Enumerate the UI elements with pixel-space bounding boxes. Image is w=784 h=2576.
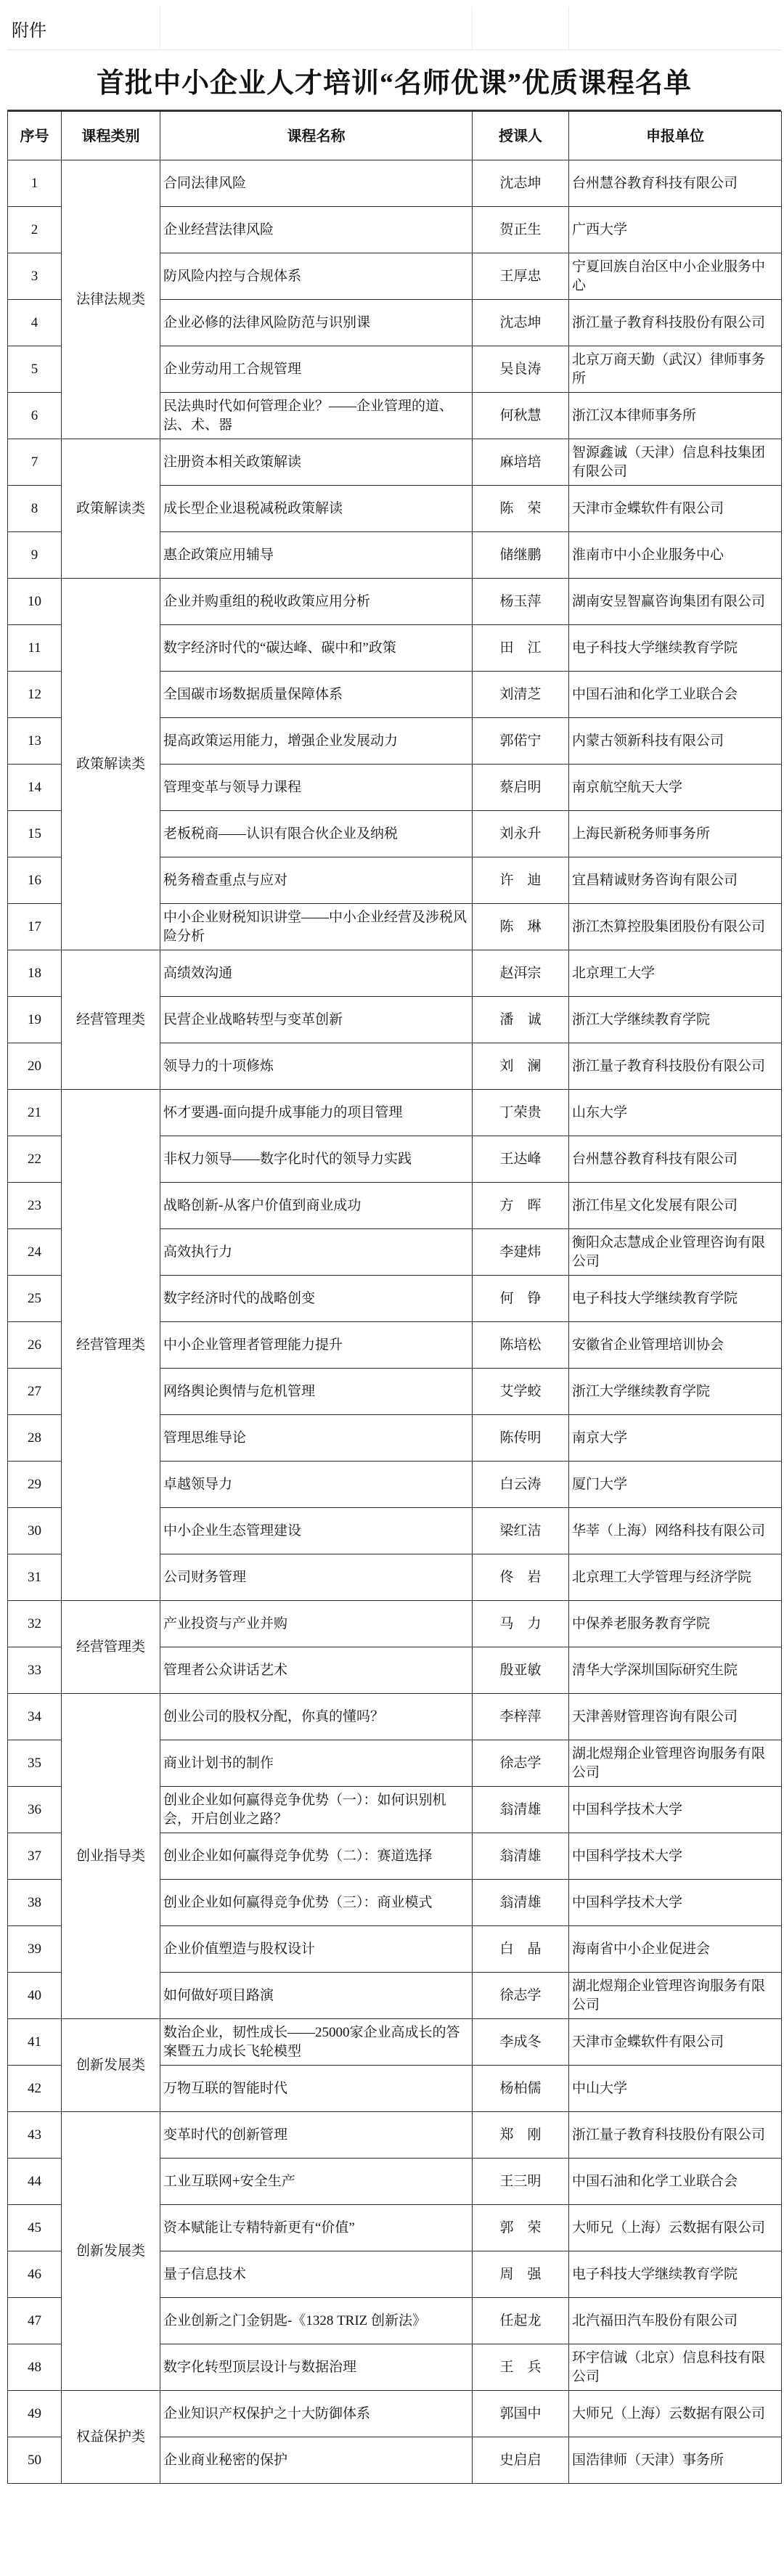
- cell-teacher: 马 力: [473, 1601, 569, 1647]
- table-row: [8, 160, 782, 207]
- cell-course: 数字化转型顶层设计与数据治理: [160, 2344, 473, 2391]
- cell-org: 浙江伟星文化发展有限公司: [569, 1183, 782, 1229]
- cell-course: 成长型企业退税减税政策解读: [160, 486, 473, 532]
- cell-teacher: 杨柏儒: [473, 2066, 569, 2112]
- cell-org: 广西大学: [569, 207, 782, 253]
- cell-teacher: 任起龙: [473, 2298, 569, 2344]
- cell-course: 中小企业生态管理建设: [160, 1508, 473, 1554]
- cell-teacher: 李建炜: [473, 1229, 569, 1276]
- cell-no: 30: [8, 1508, 62, 1554]
- cell-no: 43: [8, 2112, 62, 2159]
- cell-teacher: 赵洱宗: [473, 950, 569, 997]
- cell-org: 浙江大学继续教育学院: [569, 997, 782, 1043]
- cell-teacher: 田 江: [473, 625, 569, 672]
- cell-org: 湖北煜翔企业管理咨询服务有限公司: [569, 1973, 782, 2019]
- cell-course: 企业创新之门金钥匙-《1328 TRIZ 创新法》: [160, 2298, 473, 2344]
- header-category: 课程类别: [62, 112, 160, 160]
- cell-no: 12: [8, 672, 62, 718]
- cell-teacher: 杨玉萍: [473, 579, 569, 625]
- page-title: 首批中小企业人才培训“名师优课”优质课程名单: [7, 50, 781, 111]
- cell-org: 南京大学: [569, 1415, 782, 1462]
- cell-org: 南京航空航天大学: [569, 765, 782, 811]
- cell-org: 电子科技大学继续教育学院: [569, 625, 782, 672]
- cell-org: 清华大学深圳国际研究生院: [569, 1647, 782, 1694]
- cell-course: 注册资本相关政策解读: [160, 439, 473, 486]
- cell-course: 合同法律风险: [160, 160, 473, 207]
- cell-teacher: 李梓萍: [473, 1694, 569, 1740]
- cell-teacher: 郑 刚: [473, 2112, 569, 2159]
- cell-no: 23: [8, 1183, 62, 1229]
- cell-no: 34: [8, 1694, 62, 1740]
- cell-org: 上海民新税务师事务所: [569, 811, 782, 857]
- cell-no: 9: [8, 532, 62, 579]
- cell-no: 42: [8, 2066, 62, 2112]
- header-teacher: 授课人: [473, 112, 569, 160]
- cell-org: 大师兄（上海）云数据有限公司: [569, 2205, 782, 2251]
- cell-no: 17: [8, 904, 62, 950]
- cell-no: 32: [8, 1601, 62, 1647]
- cell-no: 18: [8, 950, 62, 997]
- cell-no: 4: [8, 300, 62, 346]
- cell-no: 11: [8, 625, 62, 672]
- cell-course: 创业公司的股权分配，你真的懂吗？: [160, 1694, 473, 1740]
- cell-no: 50: [8, 2437, 62, 2484]
- cell-course: 工业互联网+安全生产: [160, 2159, 473, 2205]
- table-row: [8, 950, 782, 997]
- cell-org: 中国科学技术大学: [569, 1833, 782, 1880]
- cell-no: 20: [8, 1043, 62, 1090]
- cell-course: 企业必修的法律风险防范与识别课: [160, 300, 473, 346]
- cell-teacher: 翁清雄: [473, 1787, 569, 1833]
- cell-no: 31: [8, 1554, 62, 1601]
- cell-teacher: 王厚忠: [473, 253, 569, 300]
- cell-no: 29: [8, 1462, 62, 1508]
- cell-org: 浙江杰算控股集团股份有限公司: [569, 904, 782, 950]
- cell-teacher: 翁清雄: [473, 1880, 569, 1926]
- cell-course: 量子信息技术: [160, 2251, 473, 2298]
- table-row: [8, 1601, 782, 1647]
- cell-course: 创业企业如何赢得竞争优势（一）：如何识别机会，开启创业之路？: [160, 1787, 473, 1833]
- cell-org: 天津善财管理咨询有限公司: [569, 1694, 782, 1740]
- cell-no: 16: [8, 857, 62, 904]
- cell-org: 环宇信诚（北京）信息科技有限公司: [569, 2344, 782, 2391]
- table-header-row: [8, 112, 782, 160]
- cell-teacher: 陈传明: [473, 1415, 569, 1462]
- cell-org: 衡阳众志慧成企业管理咨询有限公司: [569, 1229, 782, 1276]
- cell-no: 28: [8, 1415, 62, 1462]
- cell-course: 管理思维导论: [160, 1415, 473, 1462]
- cell-course: 税务稽查重点与应对: [160, 857, 473, 904]
- cell-teacher: 何秋慧: [473, 393, 569, 439]
- cell-teacher: 徐志学: [473, 1740, 569, 1787]
- cell-org: 台州慧谷教育科技有限公司: [569, 1136, 782, 1183]
- cell-course: 企业劳动用工合规管理: [160, 346, 473, 393]
- cell-course: 企业经营法律风险: [160, 207, 473, 253]
- document-sheet: [7, 7, 781, 2484]
- cell-course: 领导力的十项修炼: [160, 1043, 473, 1090]
- cell-no: 3: [8, 253, 62, 300]
- cell-teacher: 翁清雄: [473, 1833, 569, 1880]
- cell-org: 浙江量子教育科技股份有限公司: [569, 2112, 782, 2159]
- cell-teacher: 何 铮: [473, 1276, 569, 1322]
- cell-org: 智源鑫诚（天津）信息科技集团有限公司: [569, 439, 782, 486]
- cell-category: 法律法规类: [62, 160, 160, 439]
- cell-no: 19: [8, 997, 62, 1043]
- cell-org: 湖南安昱智赢咨询集团有限公司: [569, 579, 782, 625]
- cell-org: 国浩律师（天津）事务所: [569, 2437, 782, 2484]
- cell-org: 台州慧谷教育科技有限公司: [569, 160, 782, 207]
- cell-org: 宜昌精诚财务咨询有限公司: [569, 857, 782, 904]
- cell-no: 47: [8, 2298, 62, 2344]
- cell-org: 中山大学: [569, 2066, 782, 2112]
- cell-course: 商业计划书的制作: [160, 1740, 473, 1787]
- cell-no: 46: [8, 2251, 62, 2298]
- cell-no: 36: [8, 1787, 62, 1833]
- cell-no: 41: [8, 2019, 62, 2066]
- cell-teacher: 王 兵: [473, 2344, 569, 2391]
- course-table: [7, 111, 782, 2484]
- cell-org: 中国石油和化学工业联合会: [569, 2159, 782, 2205]
- cell-no: 2: [8, 207, 62, 253]
- cell-teacher: 周 强: [473, 2251, 569, 2298]
- cell-teacher: 沈志坤: [473, 160, 569, 207]
- cell-org: 湖北煜翔企业管理咨询服务有限公司: [569, 1740, 782, 1787]
- cell-course: 卓越领导力: [160, 1462, 473, 1508]
- cell-teacher: 史启启: [473, 2437, 569, 2484]
- cell-category: 创业指导类: [62, 1694, 160, 2019]
- cell-course: 民法典时代如何管理企业？——企业管理的道、法、术、器: [160, 393, 473, 439]
- cell-org: 海南省中小企业促进会: [569, 1926, 782, 1973]
- cell-no: 10: [8, 579, 62, 625]
- cell-no: 33: [8, 1647, 62, 1694]
- cell-teacher: 贺正生: [473, 207, 569, 253]
- cell-org: 中国石油和化学工业联合会: [569, 672, 782, 718]
- header-org: 申报单位: [569, 112, 782, 160]
- cell-course: 老板税商——认识有限合伙企业及纳税: [160, 811, 473, 857]
- cell-org: 华莘（上海）网络科技有限公司: [569, 1508, 782, 1554]
- cell-org: 北京理工大学: [569, 950, 782, 997]
- table-row: [8, 579, 782, 625]
- cell-course: 创业企业如何赢得竞争优势（二）：赛道选择: [160, 1833, 473, 1880]
- cell-teacher: 徐志学: [473, 1973, 569, 2019]
- cell-teacher: 蔡启明: [473, 765, 569, 811]
- cell-no: 6: [8, 393, 62, 439]
- table-row: [8, 2112, 782, 2159]
- cell-org: 大师兄（上海）云数据有限公司: [569, 2391, 782, 2437]
- cell-org: 浙江量子教育科技股份有限公司: [569, 300, 782, 346]
- cell-category: 经营管理类: [62, 950, 160, 1090]
- cell-no: 15: [8, 811, 62, 857]
- cell-course: 企业并购重组的税收政策应用分析: [160, 579, 473, 625]
- cell-teacher: 储继鹏: [473, 532, 569, 579]
- cell-teacher: 方 晖: [473, 1183, 569, 1229]
- cell-org: 天津市金蝶软件有限公司: [569, 486, 782, 532]
- cell-no: 1: [8, 160, 62, 207]
- cell-org: 北京理工大学管理与经济学院: [569, 1554, 782, 1601]
- grid-line: [472, 7, 473, 49]
- table-row: [8, 1090, 782, 1136]
- cell-no: 25: [8, 1276, 62, 1322]
- cell-course: 防风险内控与合规体系: [160, 253, 473, 300]
- cell-teacher: 丁荣贵: [473, 1090, 569, 1136]
- cell-no: 40: [8, 1973, 62, 2019]
- cell-org: 浙江汉本律师事务所: [569, 393, 782, 439]
- attachment-row: [7, 7, 781, 50]
- cell-no: 22: [8, 1136, 62, 1183]
- cell-teacher: 佟 岩: [473, 1554, 569, 1601]
- cell-org: 中保养老服务教育学院: [569, 1601, 782, 1647]
- header-no: 序号: [8, 112, 62, 160]
- cell-no: 5: [8, 346, 62, 393]
- cell-course: 中小企业财税知识讲堂——中小企业经营及涉税风险分析: [160, 904, 473, 950]
- cell-course: 万物互联的智能时代: [160, 2066, 473, 2112]
- grid-line: [568, 7, 569, 49]
- cell-course: 高效执行力: [160, 1229, 473, 1276]
- cell-teacher: 刘清芝: [473, 672, 569, 718]
- cell-teacher: 艾学蛟: [473, 1369, 569, 1415]
- cell-no: 39: [8, 1926, 62, 1973]
- cell-no: 26: [8, 1322, 62, 1369]
- cell-course: 管理变革与领导力课程: [160, 765, 473, 811]
- cell-no: 49: [8, 2391, 62, 2437]
- cell-teacher: 郭国中: [473, 2391, 569, 2437]
- cell-course: 管理者公众讲话艺术: [160, 1647, 473, 1694]
- cell-category: 政策解读类: [62, 579, 160, 950]
- cell-course: 资本赋能让专精特新更有“价值”: [160, 2205, 473, 2251]
- cell-teacher: 许 迪: [473, 857, 569, 904]
- cell-course: 全国碳市场数据质量保障体系: [160, 672, 473, 718]
- cell-org: 北京万商天勤（武汉）律师事务所: [569, 346, 782, 393]
- cell-no: 8: [8, 486, 62, 532]
- cell-course: 数治企业，韧性成长——25000家企业高成长的答案暨五力成长飞轮模型: [160, 2019, 473, 2066]
- cell-teacher: 郭偌宁: [473, 718, 569, 765]
- cell-teacher: 沈志坤: [473, 300, 569, 346]
- cell-course: 惠企政策应用辅导: [160, 532, 473, 579]
- cell-no: 44: [8, 2159, 62, 2205]
- cell-course: 如何做好项目路演: [160, 1973, 473, 2019]
- cell-category: 政策解读类: [62, 439, 160, 579]
- table-body: [8, 160, 782, 2484]
- cell-no: 45: [8, 2205, 62, 2251]
- cell-no: 27: [8, 1369, 62, 1415]
- header-course: 课程名称: [160, 112, 473, 160]
- cell-teacher: 郭 荣: [473, 2205, 569, 2251]
- cell-course: 提高政策运用能力，增强企业发展动力: [160, 718, 473, 765]
- cell-course: 高绩效沟通: [160, 950, 473, 997]
- cell-course: 民营企业战略转型与变革创新: [160, 997, 473, 1043]
- cell-org: 电子科技大学继续教育学院: [569, 1276, 782, 1322]
- cell-category: 创新发展类: [62, 2112, 160, 2391]
- cell-teacher: 刘 澜: [473, 1043, 569, 1090]
- cell-teacher: 陈培松: [473, 1322, 569, 1369]
- cell-category: 经营管理类: [62, 1090, 160, 1601]
- cell-org: 山东大学: [569, 1090, 782, 1136]
- cell-teacher: 王三明: [473, 2159, 569, 2205]
- cell-teacher: 吴良涛: [473, 346, 569, 393]
- cell-teacher: 殷亚敏: [473, 1647, 569, 1694]
- cell-teacher: 陈 荣: [473, 486, 569, 532]
- cell-no: 13: [8, 718, 62, 765]
- cell-course: 网络舆论舆情与危机管理: [160, 1369, 473, 1415]
- cell-teacher: 李成冬: [473, 2019, 569, 2066]
- cell-no: 38: [8, 1880, 62, 1926]
- cell-no: 35: [8, 1740, 62, 1787]
- cell-course: 企业知识产权保护之十大防御体系: [160, 2391, 473, 2437]
- cell-teacher: 潘 诚: [473, 997, 569, 1043]
- cell-org: 宁夏回族自治区中小企业服务中心: [569, 253, 782, 300]
- cell-teacher: 刘永升: [473, 811, 569, 857]
- table-row: [8, 2391, 782, 2437]
- table-row: [8, 2019, 782, 2066]
- cell-category: 权益保护类: [62, 2391, 160, 2484]
- table-row: [8, 1694, 782, 1740]
- cell-teacher: 白云涛: [473, 1462, 569, 1508]
- cell-course: 数字经济时代的战略创变: [160, 1276, 473, 1322]
- cell-no: 37: [8, 1833, 62, 1880]
- cell-org: 浙江量子教育科技股份有限公司: [569, 1043, 782, 1090]
- cell-category: 经营管理类: [62, 1601, 160, 1694]
- table-row: [8, 439, 782, 486]
- cell-category: 创新发展类: [62, 2019, 160, 2112]
- cell-course: 怀才要遇-面向提升成事能力的项目管理: [160, 1090, 473, 1136]
- cell-org: 内蒙古领新科技有限公司: [569, 718, 782, 765]
- cell-org: 电子科技大学继续教育学院: [569, 2251, 782, 2298]
- cell-teacher: 陈 琳: [473, 904, 569, 950]
- cell-no: 24: [8, 1229, 62, 1276]
- cell-org: 浙江大学继续教育学院: [569, 1369, 782, 1415]
- cell-course: 产业投资与产业并购: [160, 1601, 473, 1647]
- cell-course: 公司财务管理: [160, 1554, 473, 1601]
- cell-org: 天津市金蝶软件有限公司: [569, 2019, 782, 2066]
- cell-no: 21: [8, 1090, 62, 1136]
- attachment-label: 附件: [12, 20, 46, 41]
- cell-teacher: 白 晶: [473, 1926, 569, 1973]
- cell-no: 14: [8, 765, 62, 811]
- cell-no: 48: [8, 2344, 62, 2391]
- cell-org: 北汽福田汽车股份有限公司: [569, 2298, 782, 2344]
- cell-org: 安徽省企业管理培训协会: [569, 1322, 782, 1369]
- cell-course: 企业价值塑造与股权设计: [160, 1926, 473, 1973]
- cell-org: 中国科学技术大学: [569, 1787, 782, 1833]
- cell-org: 中国科学技术大学: [569, 1880, 782, 1926]
- cell-course: 数字经济时代的“碳达峰、碳中和”政策: [160, 625, 473, 672]
- cell-course: 创业企业如何赢得竞争优势（三）：商业模式: [160, 1880, 473, 1926]
- cell-course: 非权力领导——数字化时代的领导力实践: [160, 1136, 473, 1183]
- cell-teacher: 麻培培: [473, 439, 569, 486]
- cell-no: 7: [8, 439, 62, 486]
- cell-org: 厦门大学: [569, 1462, 782, 1508]
- cell-teacher: 梁红洁: [473, 1508, 569, 1554]
- cell-course: 企业商业秘密的保护: [160, 2437, 473, 2484]
- cell-course: 中小企业管理者管理能力提升: [160, 1322, 473, 1369]
- cell-course: 变革时代的创新管理: [160, 2112, 473, 2159]
- cell-teacher: 王达峰: [473, 1136, 569, 1183]
- cell-org: 淮南市中小企业服务中心: [569, 532, 782, 579]
- cell-course: 战略创新-从客户价值到商业成功: [160, 1183, 473, 1229]
